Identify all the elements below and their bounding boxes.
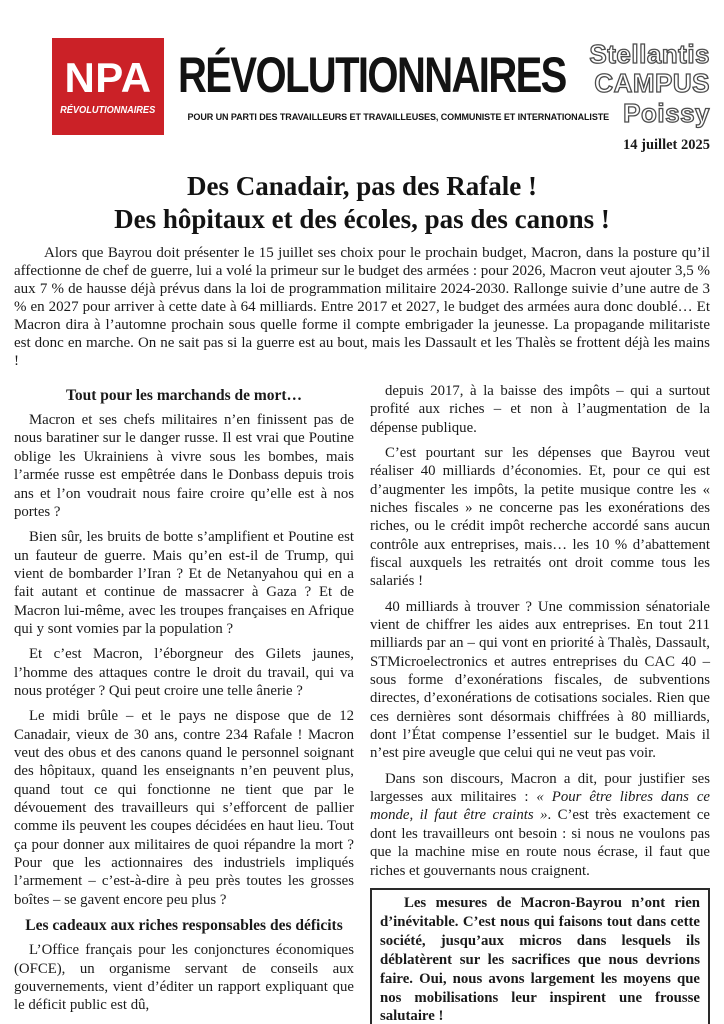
npa-logo-acronym: NPA (64, 54, 152, 101)
intro-paragraph: Alors que Bayrou doit présenter le 15 juillet ses choix pour le prochain budget, Macron, dans la posture qu’il affectionne de chef de guerre, lui a volé la primeur sur le budget des armées : pour 2026, Macron veut ajouter 3,5 % aux 7 % de hausse déjà prévus dans la loi de programmation militaire 2024-2030. Rallonge suivie d’une autre de 3 % en 2027 pour arriver à cette date à 64 milliards. Entre 2017 et 2027, le budget des armées aura donc doublé… Et Macron dira à l’automne prochain sous quelle forme il compte embrigader la jeunesse. La propagande militariste est donc en marche. On ne sait pas si la guerre est au bout, mais les Dassault et les Thalès se frottent déjà les mains ! (14, 244, 710, 369)
macron-quote: « Pour être libres dans ce monde, il faut être craints » (370, 789, 710, 824)
right-paragraph-4-suffix: . C’est très exactement ce dont les travailleurs ont besoin : si nous ne voulons pas que la machine mise en route nous écrase, il faut que riches et gouvernants nous craignent. (370, 807, 710, 879)
intro-section (14, 244, 710, 370)
masthead-subtitle: POUR UN PARTI DES TRAVAILLEURS ET TRAVAILLEUSES, COMMUNISTE ET INTERNATIONALISTE (187, 112, 610, 123)
left-paragraph-1: Macron et ses chefs militaires n’en finissent pas de nous baratiner sur le danger russe. Il est vrai que Poutine oblige les Ukrainiens à vivre sous les bombes, mais l’armée russe est empêtrée dans le Donbass depuis trois ans et l’on voudrait nous faire croire qu’elle est à nos portes ? (14, 412, 354, 520)
edition-line-city: Poissy (623, 97, 710, 128)
right-paragraph-4-prefix: Dans son discours, Macron a dit, pour justifier ses largesses aux militaires : (370, 770, 710, 806)
right-paragraph-1: depuis 2017, à la baisse des impôts – qui a surtout profité aux riches – et non à l’augmentation de la dépense publique. (370, 382, 710, 436)
issue-date: 14 juillet 2025 (623, 137, 710, 154)
callout-box (370, 888, 710, 1024)
npa-logo-subtitle: RÉVOLUTIONNAIRES (60, 105, 156, 116)
right-paragraph-3: 40 milliards à trouver ? Une commission sénatoriale vient de chiffrer les aides aux entreprises. En tout 211 milliards par an – qui vont en priorité à Thalès, Dassault, STMicroelectronics et autres entreprises du CAC 40 – sous forme d’exonérations fiscales, de subventions directes, d’exonérations de cotisations sociales. Rien que ces dernières sont désormais chiffrées à 80 milliards, dont l’État compense l’essentiel sur le budget. Mais il n’est pire aveugle que celui qui ne veut pas voir. (370, 598, 710, 762)
left-paragraph-2: Bien sûr, les bruits de botte s’amplifient et Poutine est un fauteur de guerre. Mais qu’en est-il de Trump, qui vient de bombarder l’Iran ? Et de Netanyahou qui en a fait autant et continue de massacrer à Gaza ? Et de Macron lui-même, avec les troupes françaises en Afrique qui y sont vomies par la population ? (14, 529, 354, 637)
masthead (0, 0, 724, 154)
section-heading-marchands-de-mort: Tout pour les marchands de mort… (65, 386, 303, 404)
headline (0, 170, 724, 235)
left-column (14, 382, 354, 1024)
right-paragraph-2: C’est pourtant sur les dépenses que Bayrou veut réaliser 40 milliards d’économies. Et, pour ce qui est d’augmenter les impôts, la petite musique contre les « niches fiscales » ne concerne pas les exonérations des riches, ou le crédit impôt recherche accordé sans aucun contrôle aux entreprises, mais… les 10 % d’abattement fiscal auxquels les retraités ont droit comme tous les salariés ! (370, 444, 710, 590)
left-paragraph-4: Le midi brûle – et le pays ne dispose que de 12 Canadair, vieux de 30 ans, contre 234 Rafale ! Macron veut des obus et des canons quand le personnel soignant des hôpitaux, quand les enseignants n’en peuvent plus, quand tout ce qui fonctionne ne tient que par le dévouement des travailleurs qui s’efforcent de pallier comme ils peuvent les coupes décidées en haut lieu. Tout ça pour donner aux militaires de quoi répandre la mort ? Pour que les actionnaires des industriels impliqués l’armement – c’est-à-dire à peu près toutes les grosses boîtes – se gavent encore peu plus ? (14, 708, 354, 908)
section-heading-cadeaux-aux-riches: Les cadeaux aux riches responsables des déficits (25, 917, 343, 935)
right-column (370, 382, 710, 1024)
edition-line-company: Stellantis (589, 39, 710, 69)
npa-logo (52, 38, 164, 135)
article-columns (0, 382, 724, 1024)
headline-line-1: Des Canadair, pas des Rafale ! (186, 171, 538, 202)
right-paragraph-4 (370, 770, 710, 880)
callout-paragraph: Les mesures de Macron-Bayrou n’ont rien d’inévitable. C’est nous qui faisons tout dans cette société, jusqu’aux micros dans lesquels ils déblatèrent sur les sacrifices que nous devrions faire. Oui, nous avons largement les moyens que nos mobilisations leur inspirent une frousse salutaire ! (380, 894, 700, 1024)
left-paragraph-3: Et c’est Macron, l’éborgneur des Gilets jaunes, l’homme des attaques contre le droit du travail, qui va nous protéger ? Qui peut croire une telle ânerie ? (14, 646, 354, 699)
masthead-title: RÉVOLUTIONNAIRES (178, 47, 566, 103)
edition-block (558, 38, 710, 154)
left-paragraph-5: L’Office français pour les conjonctures économiques (OFCE), un organisme servant de conseils aux gouvernements, vient d’éditer un rapport expliquant que le déficit public est dû, (14, 942, 354, 1014)
edition-line-site: CAMPUS (594, 68, 710, 99)
headline-line-2: Des hôpitaux et des écoles, pas des canons ! (114, 203, 610, 234)
masthead-title-block (164, 38, 610, 123)
